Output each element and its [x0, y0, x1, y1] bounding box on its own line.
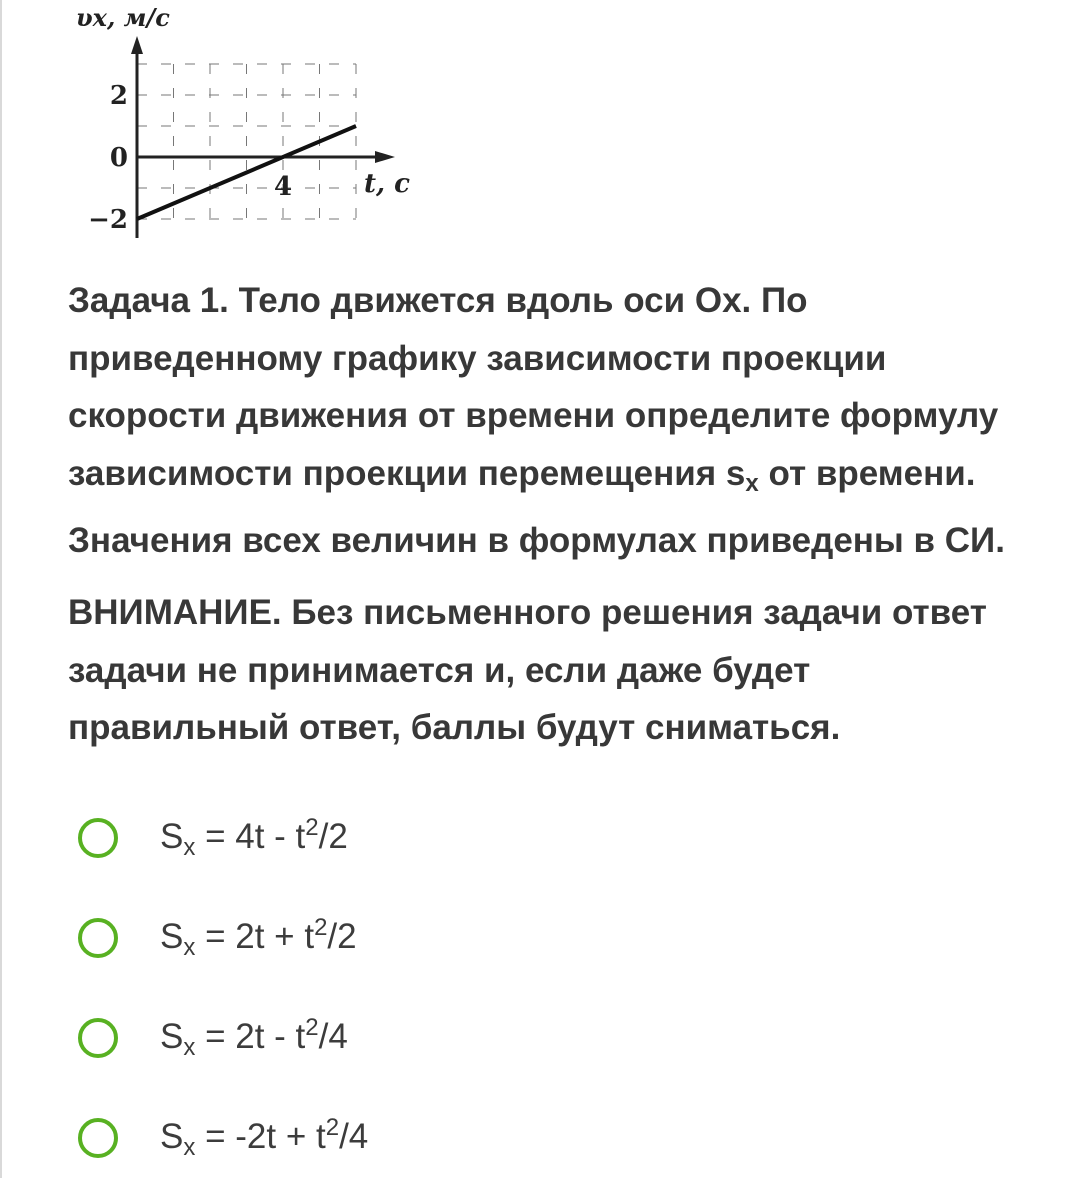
option-4-post: /4	[339, 1117, 369, 1156]
option-3-sub: x	[183, 1034, 196, 1061]
option-4-sup: 2	[325, 1114, 340, 1141]
y-tick-label-2: 2	[109, 81, 128, 111]
radio-button-2[interactable]	[78, 918, 118, 958]
option-2-sub: x	[183, 934, 196, 961]
option-4-pre: = -2t + t	[195, 1117, 326, 1156]
y-axis	[131, 36, 143, 238]
question-text-part-1: Задача 1. Тело движется вдоль оси Ох. По приведенному графику зависимости проекции скорости движения от времени определите формулу зависимости проекции перемещения s	[68, 281, 999, 493]
answer-option-2[interactable]	[78, 908, 678, 968]
y-tick-label-0: 0	[109, 143, 128, 173]
y-axis-label-text: υx, м/с	[76, 3, 170, 32]
question-text-part-2: от времени. Значения всех величин в формулах приведены в СИ.	[68, 453, 1005, 561]
answer-option-label-4	[160, 1114, 368, 1162]
option-3-s: S	[160, 1017, 184, 1056]
x-axis-label: t, с	[364, 169, 410, 199]
page-left-border	[0, 0, 2, 1178]
answer-option-4[interactable]	[78, 1108, 678, 1168]
answer-option-label-2	[160, 914, 357, 962]
question-text	[68, 272, 1028, 757]
radio-button-1[interactable]	[78, 818, 118, 858]
option-1-sub: x	[183, 834, 196, 861]
option-1-pre: = 4t - t	[195, 817, 306, 856]
y-tick-label-minus-2: −2	[88, 205, 128, 235]
x-tick-label-4: 4	[273, 172, 293, 202]
question-subscript: x	[745, 469, 759, 497]
option-3-pre: = 2t - t	[195, 1017, 306, 1056]
option-2-s: S	[160, 917, 184, 956]
option-1-post: /2	[318, 817, 348, 856]
question-warning: ВНИМАНИЕ. Без письменного решения задачи ответ задачи не принимается и, если даже будет правильный ответ, баллы будут сниматься.	[68, 592, 987, 748]
answer-option-label-3	[160, 1014, 348, 1062]
option-2-pre: = 2t + t	[195, 917, 315, 956]
answer-option-3[interactable]	[78, 1008, 678, 1068]
y-axis-label	[76, 3, 170, 32]
answer-option-1[interactable]	[78, 808, 678, 868]
answer-option-label-1	[160, 814, 348, 862]
option-4-s: S	[160, 1117, 184, 1156]
radio-button-4[interactable]	[78, 1118, 118, 1158]
question-statement	[68, 272, 1028, 570]
option-3-sup: 2	[305, 1014, 319, 1041]
option-3-post: /4	[318, 1017, 348, 1056]
option-2-sup: 2	[314, 914, 328, 941]
option-1-sup: 2	[305, 814, 319, 841]
radio-button-3[interactable]	[78, 1018, 118, 1058]
option-1-s: S	[160, 817, 184, 856]
option-4-sub: x	[183, 1134, 196, 1161]
velocity-time-graph	[70, 0, 440, 250]
option-2-post: /2	[327, 917, 357, 956]
